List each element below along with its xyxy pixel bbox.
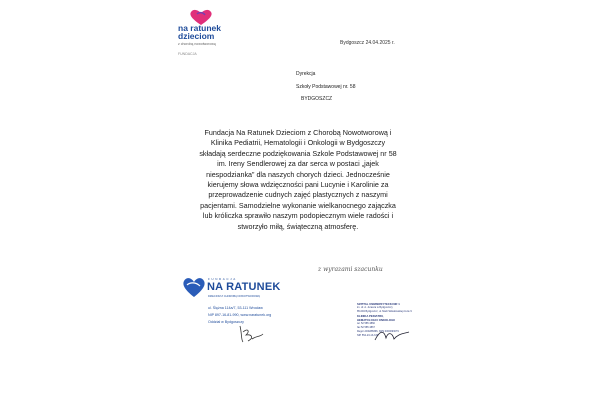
body-line: pacjentami. Samodzielne wykonanie wielkanocnego zajączka [200, 200, 396, 210]
stamp-line: NIP 554-23-13-330 [357, 334, 379, 337]
body-line: niespodzianka” dla naszych chorych dzieci. Jednocześnie [206, 169, 390, 179]
body-line: przeprowadzenie cudnych zajęć plastycznych z naszymi [208, 190, 388, 200]
logo-subtitle: z chorobą nowotworową [178, 42, 216, 46]
stamp-line: tel. 52 585 4860 [357, 322, 375, 325]
stamp-line: HEMATOLOGII I ONKOLOGII [357, 318, 395, 322]
logo-fundacja: FUNDACJA [178, 52, 197, 56]
foundation-logo [172, 8, 242, 56]
recipient-line: Dyrekcja [296, 71, 316, 77]
body-line: składają serdeczne podziękowania Szkole Podstawowej nr 58 [199, 148, 397, 158]
logo-name: na ratunek dzieciom [178, 23, 221, 41]
body-line: Fundacja Na Ratunek Dzieciom z Chorobą Nowotworową i [204, 128, 392, 137]
heart-stamp-icon [182, 276, 206, 298]
recipient-line: Szkoły Podstawowej nr. 58 [296, 83, 356, 90]
stamp-line: 85-094 Bydgoszcz, ul. Marii Skłodowskiej-Curie 9 [357, 310, 412, 313]
stamp-line: fax 52 585 4867 [357, 326, 375, 329]
stamp-name: NA RATUNEK [207, 281, 281, 293]
letter-body [178, 128, 418, 232]
stamp-nip: NIP 897-16-81-990, www.naratunek.org [208, 313, 272, 318]
stamp-line: im. dr. A. Jurasza w Bydgoszczy [357, 306, 393, 309]
foundation-stamp-logo [182, 276, 281, 308]
stamp-subtitle: DZIECIOM Z CHOROBĄ NOWOTWOROWĄ [208, 295, 261, 298]
handwritten-signature-right [372, 326, 412, 346]
body-line: stworzyło miłą, świąteczną atmosferę. [237, 221, 359, 231]
stamp-line: Regon 000288366, KRS 0000093079 [357, 330, 399, 333]
recipient-block [296, 68, 355, 106]
letter-date: Bydgoszcz 24.04.2025 r. [340, 40, 395, 46]
body-line: kierujemy słowa wdzięczności pani Lucynie i Karolinie za [207, 180, 389, 190]
stamp-address: ul. Ślężna 114a/7, 53-111 Wrocław [208, 306, 263, 310]
closing-signature [318, 264, 428, 278]
stamp-line: SZPITAL UNIWERSYTECKI NR 1 [357, 302, 400, 306]
recipient-line: BYDGOSZCZ [301, 96, 333, 102]
body-line: lub króliczka sprawiło naszym podopiecznym wiele radości i [202, 211, 394, 221]
handwritten-signature-left [236, 322, 266, 346]
closing-text: z wyrazami szacunku [318, 266, 383, 273]
body-line: Klinika Pediatrii, Hematologii i Onkologii w Bydgoszczy [210, 138, 386, 148]
body-line: im. Ireny Sendlerowej za dar serca w postaci „jajek [217, 159, 379, 169]
stamp-line: KLINIKA PEDIATRII, [357, 314, 384, 318]
stamp-fund-word: FUNDACJA [208, 277, 237, 281]
stamp-branch: Oddział w Bydgoszczy [208, 320, 244, 325]
